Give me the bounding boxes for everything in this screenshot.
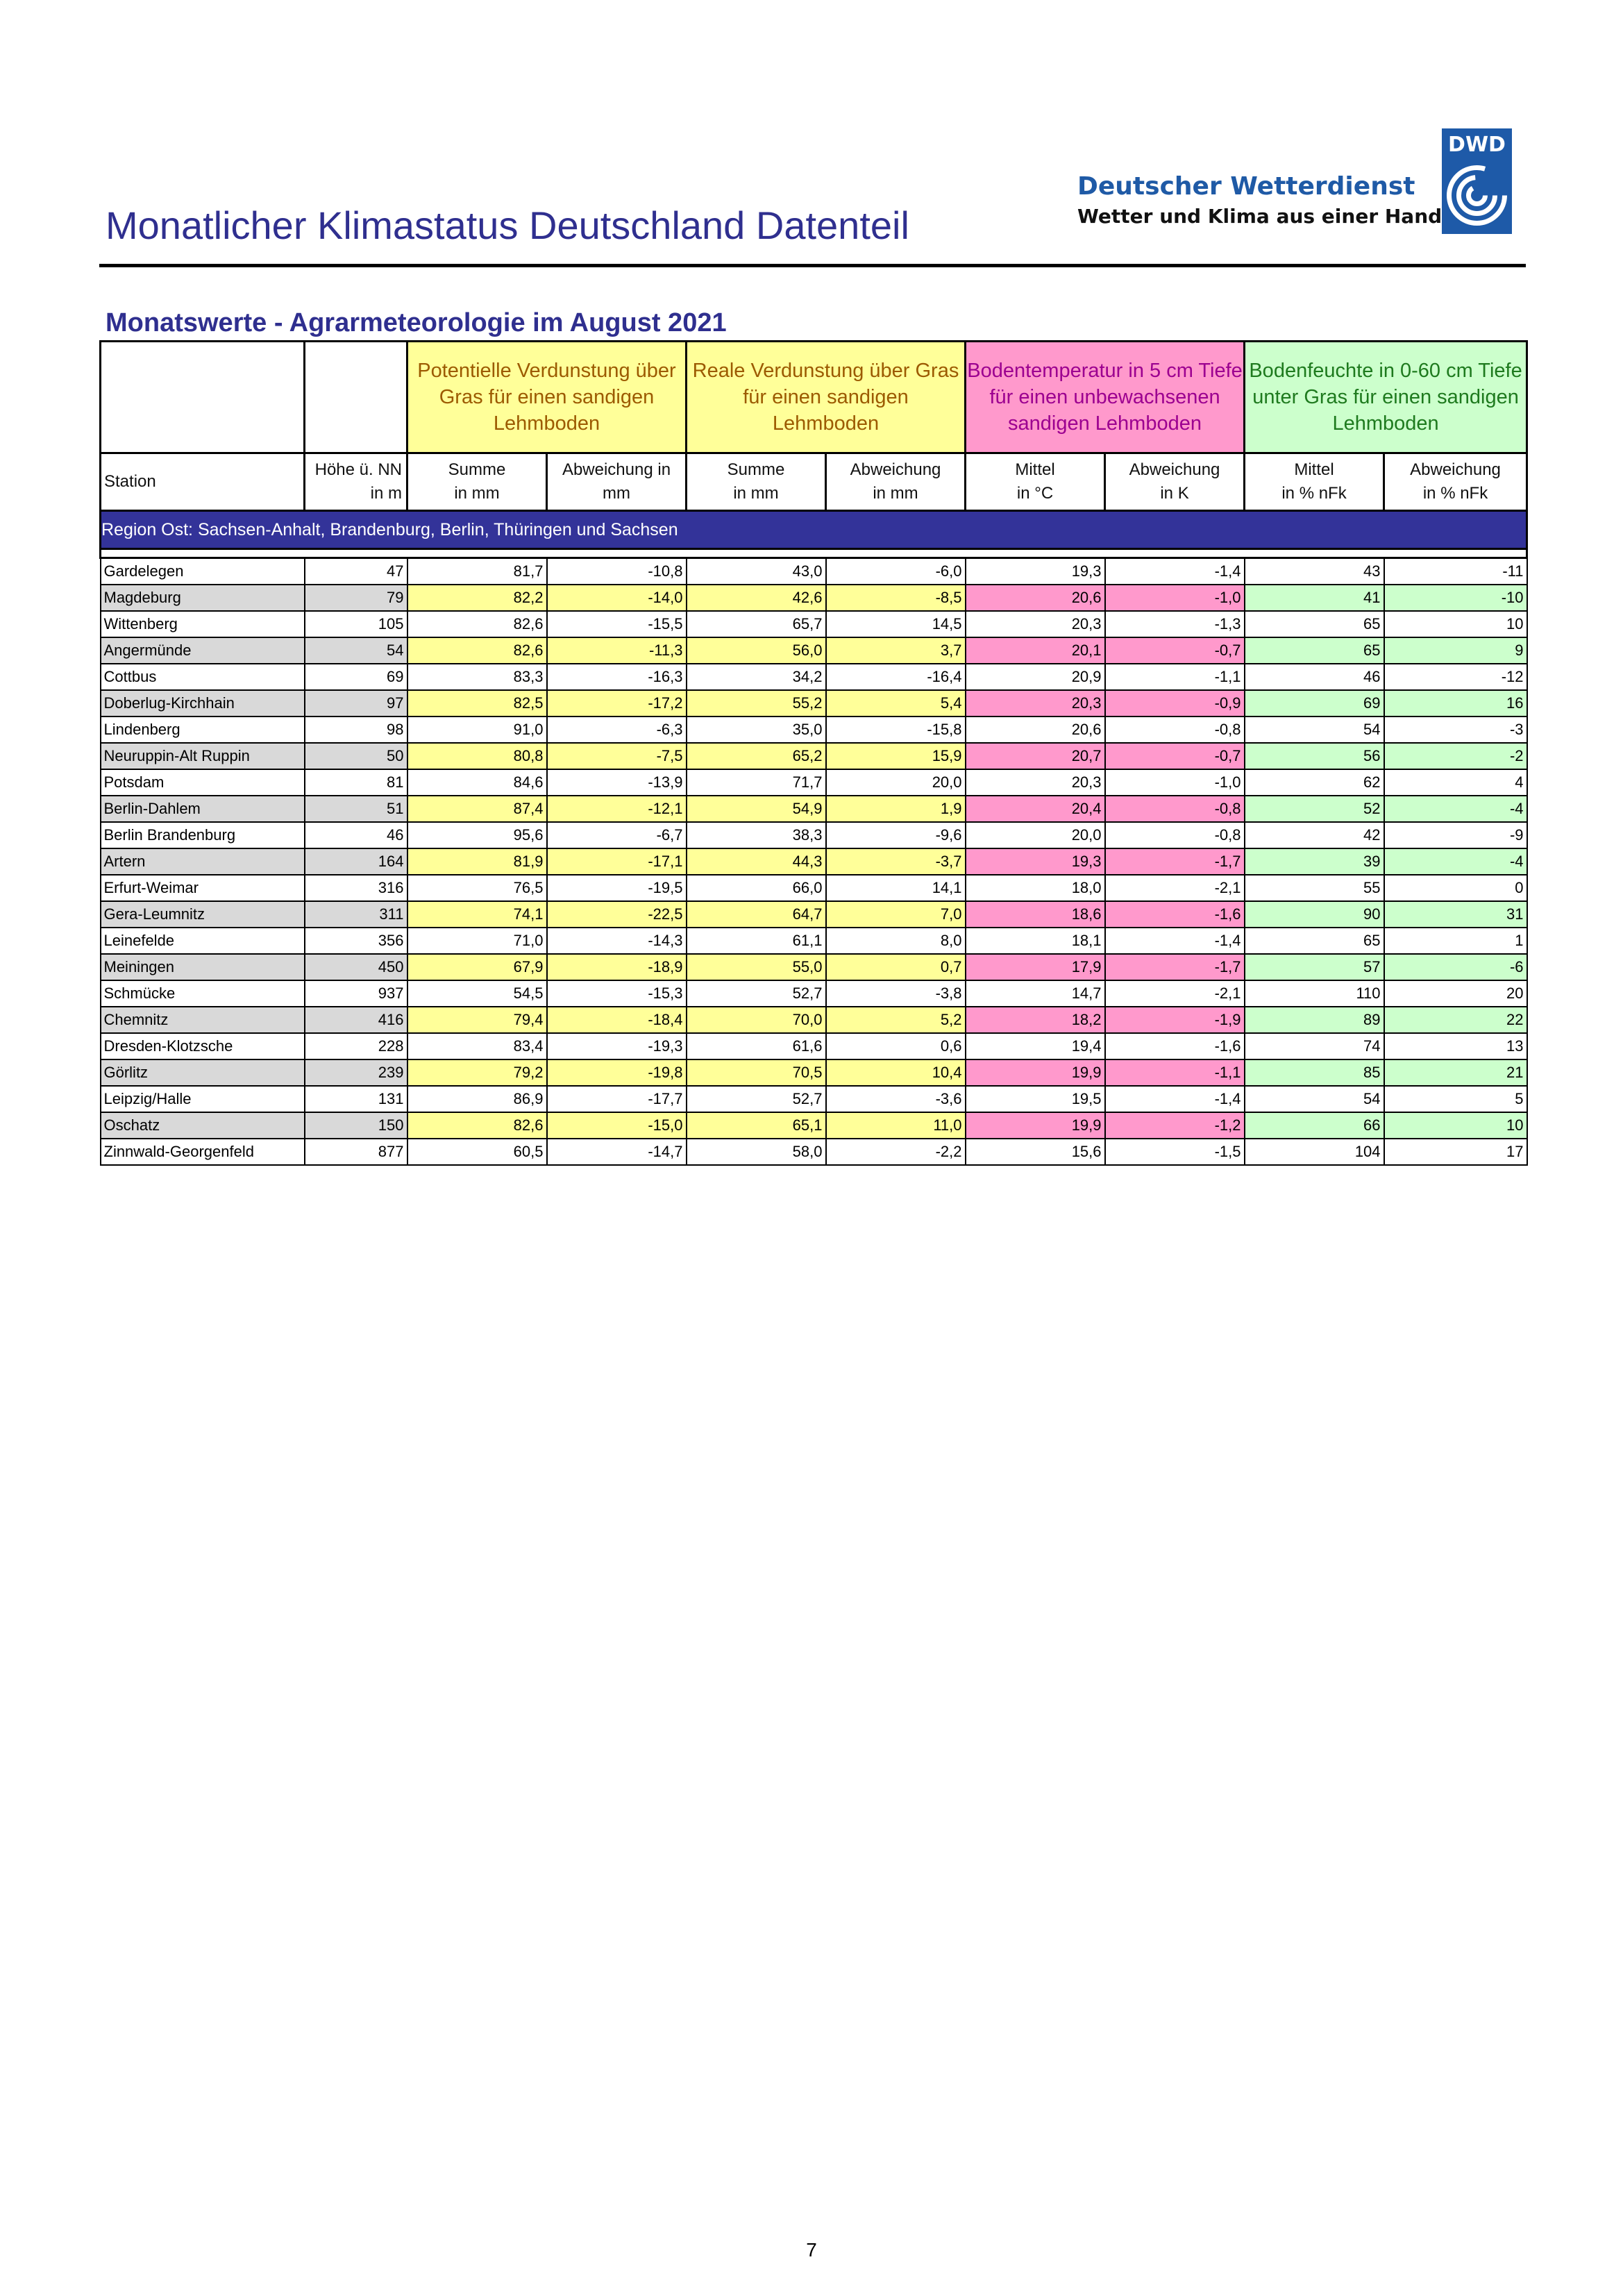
real-evap-deviation: 14,5 [826, 611, 966, 637]
soil-moisture-mean: 104 [1245, 1139, 1384, 1165]
table-row [101, 980, 1527, 1007]
station-height: 877 [305, 1139, 407, 1165]
pot-evap-deviation: -19,3 [547, 1033, 687, 1059]
real-evap-deviation: 11,0 [826, 1112, 966, 1139]
real-evap-sum: 70,0 [687, 1007, 826, 1033]
station-height: 450 [305, 954, 407, 980]
soil-moisture-deviation: 4 [1384, 769, 1527, 796]
pot-evap-deviation: -6,3 [547, 717, 687, 743]
table-row [101, 1139, 1527, 1165]
station-height: 46 [305, 822, 407, 848]
real-evap-sum: 61,6 [687, 1033, 826, 1059]
soil-temp-mean: 20,9 [966, 664, 1105, 690]
real-evap-sum: 66,0 [687, 875, 826, 901]
soil-temp-mean: 19,3 [966, 558, 1105, 585]
real-evap-deviation: 8,0 [826, 928, 966, 954]
pot-evap-sum: 91,0 [407, 717, 547, 743]
station-height: 79 [305, 585, 407, 611]
pot-evap-deviation: -11,3 [547, 637, 687, 664]
soil-moisture-mean: 90 [1245, 901, 1384, 928]
pot-evap-sum: 83,3 [407, 664, 547, 690]
spacer-row [101, 549, 1527, 558]
table-row [101, 585, 1527, 611]
dwd-logo [1442, 128, 1512, 234]
spiral-icon [1446, 165, 1508, 226]
station-height: 164 [305, 848, 407, 875]
soil-temp-mean: 20,6 [966, 585, 1105, 611]
station-height: 416 [305, 1007, 407, 1033]
soil-moisture-deviation: -3 [1384, 717, 1527, 743]
pot-evap-deviation: -14,3 [547, 928, 687, 954]
table-row [101, 664, 1527, 690]
soil-moisture-mean: 39 [1245, 848, 1384, 875]
dwd-logo-abbr: DWD [1448, 133, 1506, 157]
station-name: Artern [101, 848, 305, 875]
pot-evap-sum: 84,6 [407, 769, 547, 796]
station-name: Görlitz [101, 1059, 305, 1086]
station-height: 131 [305, 1086, 407, 1112]
soil-moisture-deviation: 13 [1384, 1033, 1527, 1059]
soil-moisture-mean: 42 [1245, 822, 1384, 848]
table-row [101, 769, 1527, 796]
soil-temp-deviation: -0,8 [1105, 796, 1245, 822]
soil-temp-deviation: -1,4 [1105, 558, 1245, 585]
pot-evap-deviation: -18,9 [547, 954, 687, 980]
station-height: 316 [305, 875, 407, 901]
soil-temp-deviation: -1,6 [1105, 901, 1245, 928]
soil-moisture-mean: 74 [1245, 1033, 1384, 1059]
station-height: 54 [305, 637, 407, 664]
station-height: 81 [305, 769, 407, 796]
real-evap-deviation: 1,9 [826, 796, 966, 822]
table-row [101, 690, 1527, 717]
soil-temp-deviation: -1,7 [1105, 954, 1245, 980]
real-evap-sum: 55,0 [687, 954, 826, 980]
pot-evap-sum: 80,8 [407, 743, 547, 769]
soil-moisture-deviation: -11 [1384, 558, 1527, 585]
real-evap-sum: 38,3 [687, 822, 826, 848]
column-header: Summe in mm [407, 453, 547, 511]
real-evap-sum: 35,0 [687, 717, 826, 743]
real-evap-sum: 34,2 [687, 664, 826, 690]
pot-evap-deviation: -19,8 [547, 1059, 687, 1086]
pot-evap-sum: 74,1 [407, 901, 547, 928]
soil-moisture-mean: 54 [1245, 1086, 1384, 1112]
table-row [101, 637, 1527, 664]
pot-evap-sum: 82,6 [407, 637, 547, 664]
pot-evap-sum: 79,4 [407, 1007, 547, 1033]
soil-moisture-deviation: 10 [1384, 1112, 1527, 1139]
pot-evap-deviation: -13,9 [547, 769, 687, 796]
soil-temp-deviation: -1,7 [1105, 848, 1245, 875]
real-evap-deviation: 15,9 [826, 743, 966, 769]
pot-evap-deviation: -19,5 [547, 875, 687, 901]
station-name: Dresden-Klotzsche [101, 1033, 305, 1059]
real-evap-sum: 65,1 [687, 1112, 826, 1139]
real-evap-deviation: -15,8 [826, 717, 966, 743]
real-evap-deviation: 10,4 [826, 1059, 966, 1086]
real-evap-sum: 52,7 [687, 980, 826, 1007]
column-header: Summe in mm [687, 453, 826, 511]
region-row [101, 511, 1527, 549]
station-height: 937 [305, 980, 407, 1007]
column-header-row [101, 453, 1527, 511]
real-evap-deviation: 5,4 [826, 690, 966, 717]
soil-moisture-deviation: 5 [1384, 1086, 1527, 1112]
real-evap-sum: 55,2 [687, 690, 826, 717]
pot-evap-sum: 76,5 [407, 875, 547, 901]
station-name: Zinnwald-Georgenfeld [101, 1139, 305, 1165]
pot-evap-sum: 82,5 [407, 690, 547, 717]
real-evap-sum: 43,0 [687, 558, 826, 585]
section-title: Monatswerte - Agrarmeteorologie im August 2021 [106, 308, 727, 337]
real-evap-deviation: 20,0 [826, 769, 966, 796]
soil-moisture-mean: 62 [1245, 769, 1384, 796]
table-row [101, 928, 1527, 954]
table-row [101, 1086, 1527, 1112]
soil-temp-mean: 18,2 [966, 1007, 1105, 1033]
pot-evap-sum: 82,2 [407, 585, 547, 611]
pot-evap-deviation: -18,4 [547, 1007, 687, 1033]
station-name: Gardelegen [101, 558, 305, 585]
column-header-height: Höhe ü. NN in m [305, 453, 407, 511]
soil-temp-deviation: -0,7 [1105, 743, 1245, 769]
station-name: Angermünde [101, 637, 305, 664]
station-height: 50 [305, 743, 407, 769]
soil-moisture-mean: 54 [1245, 717, 1384, 743]
soil-temp-mean: 20,1 [966, 637, 1105, 664]
real-evap-deviation: -6,0 [826, 558, 966, 585]
pot-evap-sum: 87,4 [407, 796, 547, 822]
soil-moisture-mean: 57 [1245, 954, 1384, 980]
station-height: 98 [305, 717, 407, 743]
real-evap-sum: 65,2 [687, 743, 826, 769]
group-header-potential-evaporation: Potentielle Verdunstung über Gras für einen sandigen Lehmboden [407, 342, 687, 453]
soil-moisture-deviation: 10 [1384, 611, 1527, 637]
soil-moisture-deviation: -9 [1384, 822, 1527, 848]
soil-moisture-deviation: 21 [1384, 1059, 1527, 1086]
pot-evap-sum: 81,9 [407, 848, 547, 875]
soil-moisture-mean: 69 [1245, 690, 1384, 717]
table-row [101, 717, 1527, 743]
pot-evap-deviation: -15,0 [547, 1112, 687, 1139]
pot-evap-sum: 71,0 [407, 928, 547, 954]
soil-temp-deviation: -1,6 [1105, 1033, 1245, 1059]
pot-evap-sum: 82,6 [407, 611, 547, 637]
soil-moisture-mean: 65 [1245, 611, 1384, 637]
soil-temp-deviation: -1,0 [1105, 585, 1245, 611]
group-header-row [101, 342, 1527, 453]
soil-moisture-mean: 46 [1245, 664, 1384, 690]
station-name: Leipzig/Halle [101, 1086, 305, 1112]
station-height: 356 [305, 928, 407, 954]
real-evap-deviation: -3,7 [826, 848, 966, 875]
real-evap-sum: 65,7 [687, 611, 826, 637]
soil-moisture-deviation: -4 [1384, 796, 1527, 822]
real-evap-sum: 70,5 [687, 1059, 826, 1086]
real-evap-sum: 52,7 [687, 1086, 826, 1112]
soil-temp-deviation: -1,4 [1105, 1086, 1245, 1112]
station-height: 105 [305, 611, 407, 637]
soil-temp-deviation: -1,9 [1105, 1007, 1245, 1033]
pot-evap-deviation: -10,8 [547, 558, 687, 585]
pot-evap-deviation: -6,7 [547, 822, 687, 848]
soil-moisture-deviation: -2 [1384, 743, 1527, 769]
real-evap-sum: 58,0 [687, 1139, 826, 1165]
pot-evap-sum: 82,6 [407, 1112, 547, 1139]
pot-evap-deviation: -14,7 [547, 1139, 687, 1165]
soil-temp-mean: 20,0 [966, 822, 1105, 848]
soil-moisture-deviation: 1 [1384, 928, 1527, 954]
soil-temp-deviation: -1,0 [1105, 769, 1245, 796]
station-name: Berlin-Dahlem [101, 796, 305, 822]
soil-temp-mean: 19,4 [966, 1033, 1105, 1059]
soil-temp-mean: 15,6 [966, 1139, 1105, 1165]
soil-temp-deviation: -1,2 [1105, 1112, 1245, 1139]
soil-moisture-mean: 43 [1245, 558, 1384, 585]
soil-temp-mean: 19,9 [966, 1059, 1105, 1086]
station-name: Leinefelde [101, 928, 305, 954]
table-row [101, 558, 1527, 585]
station-name: Chemnitz [101, 1007, 305, 1033]
soil-moisture-deviation: 16 [1384, 690, 1527, 717]
soil-moisture-mean: 65 [1245, 928, 1384, 954]
soil-moisture-mean: 85 [1245, 1059, 1384, 1086]
table-row [101, 1112, 1527, 1139]
pot-evap-sum: 79,2 [407, 1059, 547, 1086]
station-name: Potsdam [101, 769, 305, 796]
dwd-logo-slogan: Wetter und Klima aus einer Hand [1077, 205, 1443, 228]
table-row [101, 1033, 1527, 1059]
station-height: 228 [305, 1033, 407, 1059]
real-evap-sum: 56,0 [687, 637, 826, 664]
soil-temp-deviation: -0,8 [1105, 717, 1245, 743]
pot-evap-deviation: -12,1 [547, 796, 687, 822]
soil-temp-mean: 20,3 [966, 690, 1105, 717]
soil-moisture-deviation: 22 [1384, 1007, 1527, 1033]
pot-evap-deviation: -7,5 [547, 743, 687, 769]
soil-moisture-deviation: 20 [1384, 980, 1527, 1007]
pot-evap-sum: 95,6 [407, 822, 547, 848]
page-title: Monatlicher Klimastatus Deutschland Datenteil [106, 203, 909, 247]
soil-temp-mean: 20,4 [966, 796, 1105, 822]
column-header: Abweichung in mm [547, 453, 687, 511]
pot-evap-sum: 54,5 [407, 980, 547, 1007]
soil-moisture-deviation: -4 [1384, 848, 1527, 875]
pot-evap-deviation: -16,3 [547, 664, 687, 690]
group-header-blank [305, 342, 407, 453]
group-header-soil-temperature: Bodentemperatur in 5 cm Tiefe für einen unbewachsenen sandigen Lehmboden [966, 342, 1245, 453]
column-header: Mittel in °C [966, 453, 1105, 511]
soil-moisture-deviation: 0 [1384, 875, 1527, 901]
soil-temp-mean: 20,7 [966, 743, 1105, 769]
page-number: 7 [806, 2239, 817, 2261]
table-row [101, 822, 1527, 848]
column-header-station: Station [101, 453, 305, 511]
soil-temp-mean: 18,6 [966, 901, 1105, 928]
soil-moisture-mean: 89 [1245, 1007, 1384, 1033]
station-height: 150 [305, 1112, 407, 1139]
real-evap-deviation: 3,7 [826, 637, 966, 664]
soil-temp-mean: 19,9 [966, 1112, 1105, 1139]
soil-temp-mean: 20,3 [966, 611, 1105, 637]
table-row [101, 796, 1527, 822]
real-evap-deviation: 14,1 [826, 875, 966, 901]
soil-temp-deviation: -2,1 [1105, 980, 1245, 1007]
soil-temp-mean: 18,0 [966, 875, 1105, 901]
station-name: Berlin Brandenburg [101, 822, 305, 848]
soil-temp-deviation: -1,3 [1105, 611, 1245, 637]
column-header: Abweichung in mm [826, 453, 966, 511]
station-name: Erfurt-Weimar [101, 875, 305, 901]
station-name: Lindenberg [101, 717, 305, 743]
real-evap-sum: 61,1 [687, 928, 826, 954]
group-header-real-evaporation: Reale Verdunstung über Gras für einen sandigen Lehmboden [687, 342, 966, 453]
station-name: Gera-Leumnitz [101, 901, 305, 928]
soil-temp-deviation: -2,1 [1105, 875, 1245, 901]
station-name: Meiningen [101, 954, 305, 980]
pot-evap-deviation: -15,3 [547, 980, 687, 1007]
real-evap-deviation: -16,4 [826, 664, 966, 690]
group-header-blank [101, 342, 305, 453]
soil-moisture-mean: 66 [1245, 1112, 1384, 1139]
soil-moisture-deviation: 9 [1384, 637, 1527, 664]
real-evap-deviation: -8,5 [826, 585, 966, 611]
soil-moisture-deviation: 31 [1384, 901, 1527, 928]
station-height: 311 [305, 901, 407, 928]
table-row [101, 901, 1527, 928]
soil-temp-deviation: -0,7 [1105, 637, 1245, 664]
soil-moisture-mean: 56 [1245, 743, 1384, 769]
column-header: Mittel in % nFk [1245, 453, 1384, 511]
soil-temp-deviation: -1,5 [1105, 1139, 1245, 1165]
station-height: 69 [305, 664, 407, 690]
real-evap-sum: 54,9 [687, 796, 826, 822]
pot-evap-sum: 81,7 [407, 558, 547, 585]
real-evap-deviation: -9,6 [826, 822, 966, 848]
real-evap-deviation: 7,0 [826, 901, 966, 928]
title-rule [99, 264, 1526, 267]
table-row [101, 611, 1527, 637]
station-name: Magdeburg [101, 585, 305, 611]
real-evap-sum: 64,7 [687, 901, 826, 928]
station-height: 47 [305, 558, 407, 585]
table-row [101, 875, 1527, 901]
pot-evap-sum: 60,5 [407, 1139, 547, 1165]
real-evap-sum: 44,3 [687, 848, 826, 875]
column-header: Abweichung in % nFk [1384, 453, 1527, 511]
region-label: Region Ost: Sachsen-Anhalt, Brandenburg, Berlin, Thüringen und Sachsen [101, 511, 1527, 549]
soil-moisture-mean: 41 [1245, 585, 1384, 611]
pot-evap-deviation: -15,5 [547, 611, 687, 637]
real-evap-deviation: 0,7 [826, 954, 966, 980]
soil-moisture-mean: 55 [1245, 875, 1384, 901]
station-height: 51 [305, 796, 407, 822]
column-header: Abweichung in K [1105, 453, 1245, 511]
soil-temp-deviation: -1,1 [1105, 664, 1245, 690]
agrarmeteorologie-table [99, 340, 1528, 1166]
real-evap-sum: 71,7 [687, 769, 826, 796]
real-evap-sum: 42,6 [687, 585, 826, 611]
dwd-logo-name: Deutscher Wetterdienst [1077, 172, 1415, 201]
soil-temp-mean: 20,6 [966, 717, 1105, 743]
soil-moisture-mean: 52 [1245, 796, 1384, 822]
real-evap-deviation: 5,2 [826, 1007, 966, 1033]
soil-temp-deviation: -1,4 [1105, 928, 1245, 954]
table-row [101, 1007, 1527, 1033]
station-name: Doberlug-Kirchhain [101, 690, 305, 717]
soil-temp-mean: 17,9 [966, 954, 1105, 980]
soil-temp-deviation: -0,9 [1105, 690, 1245, 717]
table-row [101, 848, 1527, 875]
station-name: Oschatz [101, 1112, 305, 1139]
pot-evap-sum: 86,9 [407, 1086, 547, 1112]
pot-evap-deviation: -17,1 [547, 848, 687, 875]
pot-evap-sum: 67,9 [407, 954, 547, 980]
pot-evap-deviation: -22,5 [547, 901, 687, 928]
station-height: 239 [305, 1059, 407, 1086]
table-row [101, 743, 1527, 769]
soil-temp-deviation: -0,8 [1105, 822, 1245, 848]
soil-moisture-deviation: -10 [1384, 585, 1527, 611]
real-evap-deviation: -3,6 [826, 1086, 966, 1112]
soil-moisture-deviation: -12 [1384, 664, 1527, 690]
group-header-soil-moisture: Bodenfeuchte in 0-60 cm Tiefe unter Gras für einen sandigen Lehmboden [1245, 342, 1527, 453]
soil-temp-mean: 20,3 [966, 769, 1105, 796]
table-row [101, 954, 1527, 980]
soil-temp-mean: 19,5 [966, 1086, 1105, 1112]
station-name: Neuruppin-Alt Ruppin [101, 743, 305, 769]
pot-evap-deviation: -17,7 [547, 1086, 687, 1112]
soil-moisture-deviation: 17 [1384, 1139, 1527, 1165]
soil-temp-mean: 19,3 [966, 848, 1105, 875]
real-evap-deviation: -2,2 [826, 1139, 966, 1165]
table-row [101, 1059, 1527, 1086]
soil-moisture-deviation: -6 [1384, 954, 1527, 980]
soil-temp-deviation: -1,1 [1105, 1059, 1245, 1086]
pot-evap-deviation: -17,2 [547, 690, 687, 717]
station-height: 97 [305, 690, 407, 717]
soil-moisture-mean: 110 [1245, 980, 1384, 1007]
pot-evap-sum: 83,4 [407, 1033, 547, 1059]
station-name: Schmücke [101, 980, 305, 1007]
station-name: Wittenberg [101, 611, 305, 637]
real-evap-deviation: 0,6 [826, 1033, 966, 1059]
real-evap-deviation: -3,8 [826, 980, 966, 1007]
station-name: Cottbus [101, 664, 305, 690]
soil-moisture-mean: 65 [1245, 637, 1384, 664]
pot-evap-deviation: -14,0 [547, 585, 687, 611]
soil-temp-mean: 14,7 [966, 980, 1105, 1007]
soil-temp-mean: 18,1 [966, 928, 1105, 954]
